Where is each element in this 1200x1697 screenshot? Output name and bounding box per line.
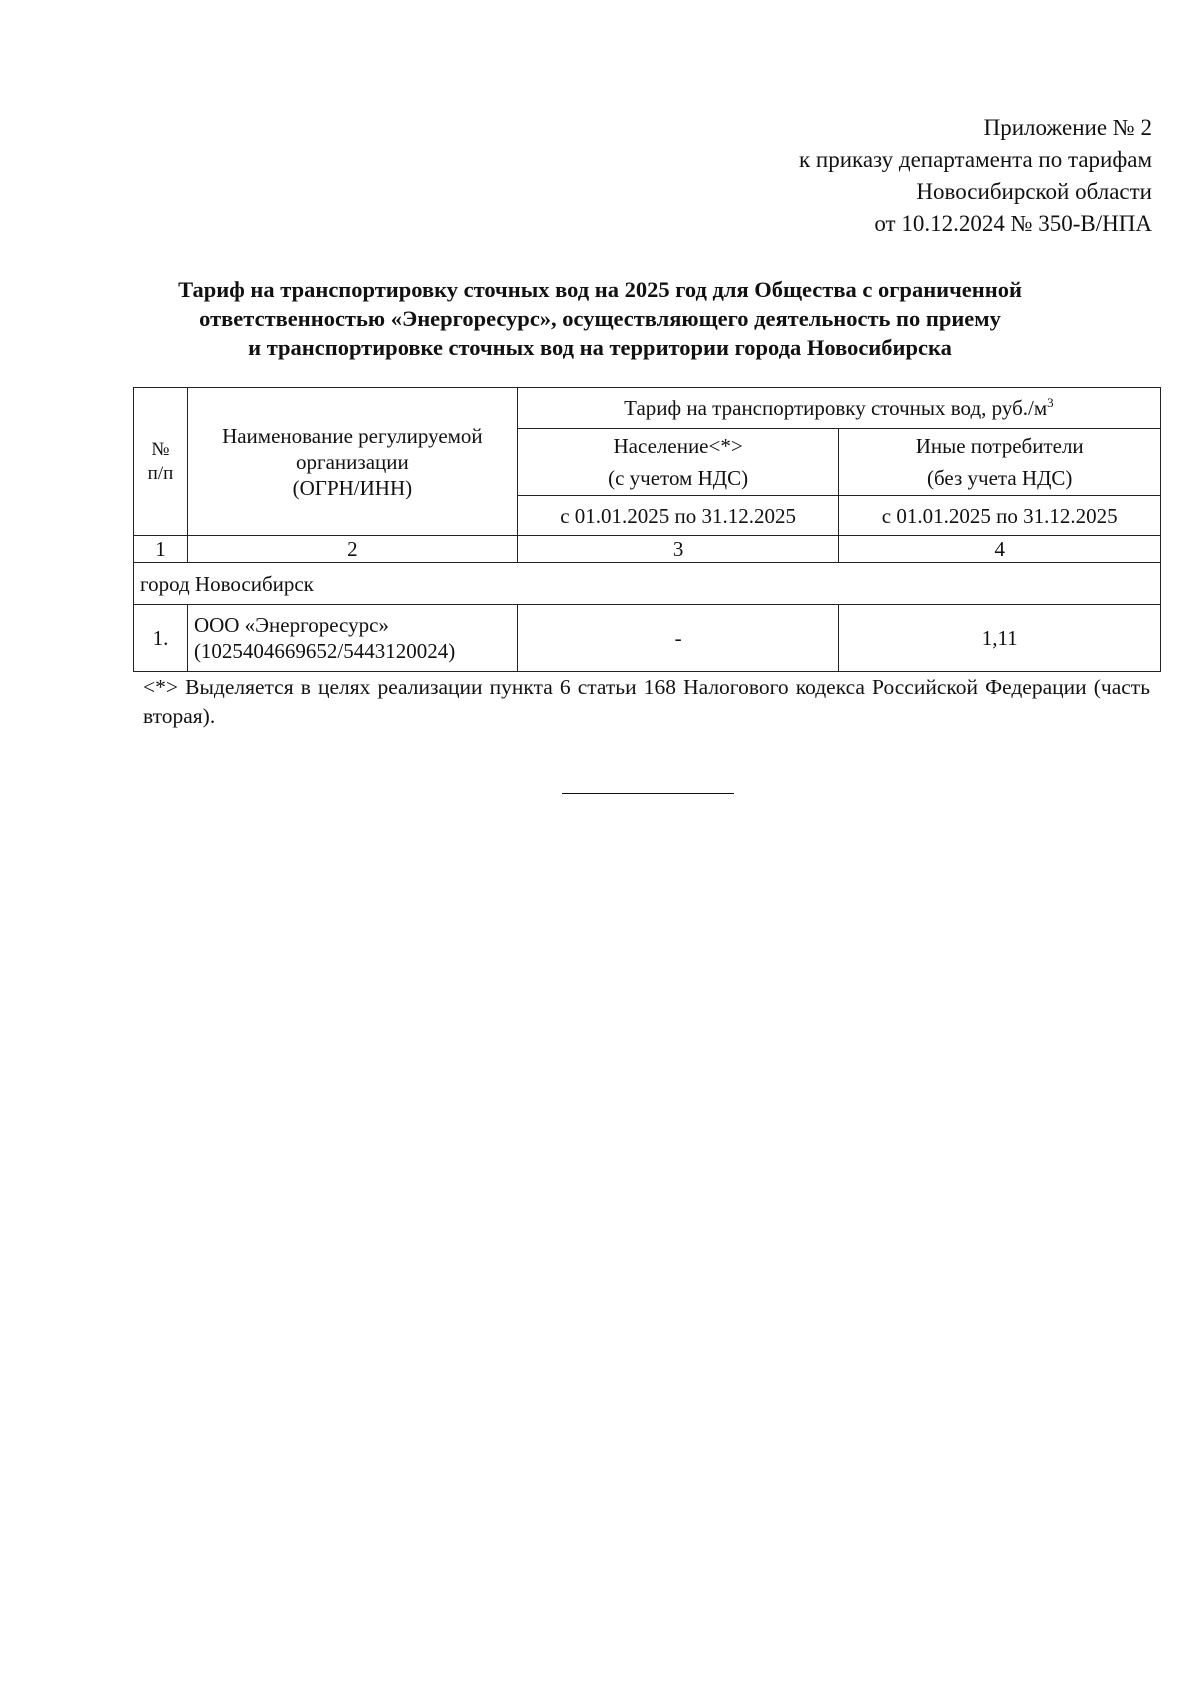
row-tariff-others: 1,11: [839, 605, 1161, 672]
document-title: [120, 275, 1080, 362]
header-others-cell: [839, 429, 1161, 496]
title-line-1: Тариф на транспортировку сточных вод на 2025 год для Общества с ограниченной: [178, 277, 1022, 302]
header-tariff-unit-superscript: 3: [1047, 395, 1054, 410]
header-organization-line-3: (ОГРН/ИНН): [292, 475, 413, 500]
row-tariff-population: -: [517, 605, 839, 672]
tariff-table: [133, 387, 1161, 672]
header-tariff-group-cell: [517, 388, 1160, 429]
header-number-line-2: п/п: [147, 462, 174, 484]
header-number-line-1: №: [151, 438, 170, 460]
header-population-cell: [517, 429, 839, 496]
title-line-2: ответственностью «Энергоресурс», осуществляющего деятельность по приему: [199, 306, 1001, 331]
appendix-line-2: к приказу департамента по тарифам: [798, 147, 1152, 172]
appendix-line-3: Новосибирской области: [916, 179, 1152, 204]
header-organization-cell: [187, 388, 517, 536]
header-organization-line-1: Наименование регулируемой: [222, 423, 483, 448]
header-number-cell: [134, 388, 188, 536]
header-organization-line-2: организации: [296, 449, 409, 474]
row-organization-name: ООО «Энергоресурс»: [193, 613, 389, 637]
header-population-line-2: (с учетом НДС): [608, 466, 749, 490]
column-number-1: 1: [134, 536, 188, 563]
header-tariff-group: Тариф на транспортировку сточных вод, руб./м: [624, 396, 1048, 420]
column-number-3: 3: [517, 536, 839, 563]
header-others-line-1: Иные потребители: [915, 434, 1084, 458]
table-row: [134, 605, 1161, 672]
footnote: <*> Выделяется в целях реализации пункта 6 статьи 168 Налогового кодекса Российской Федерации (часть вторая).: [143, 675, 1150, 728]
header-period-others: с 01.01.2025 по 31.12.2025: [839, 496, 1161, 536]
row-organization-ids: (1025404669652/5443120024): [193, 639, 456, 663]
appendix-line-1: Приложение № 2: [983, 115, 1152, 140]
row-organization: [187, 605, 517, 672]
section-row-city: город Новосибирск: [134, 563, 1161, 605]
header-others-line-2: (без учета НДС): [927, 466, 1073, 490]
header-period-population: с 01.01.2025 по 31.12.2025: [517, 496, 839, 536]
title-line-3: и транспортировке сточных вод на территории города Новосибирска: [248, 335, 952, 360]
end-rule-divider: [562, 793, 734, 794]
header-population-line-1: Население<*>: [613, 434, 743, 458]
appendix-header: [799, 112, 1152, 240]
row-number: 1.: [134, 605, 188, 672]
appendix-line-4: от 10.12.2024 № 350-В/НПА: [874, 211, 1152, 236]
column-number-4: 4: [839, 536, 1161, 563]
column-number-2: 2: [187, 536, 517, 563]
